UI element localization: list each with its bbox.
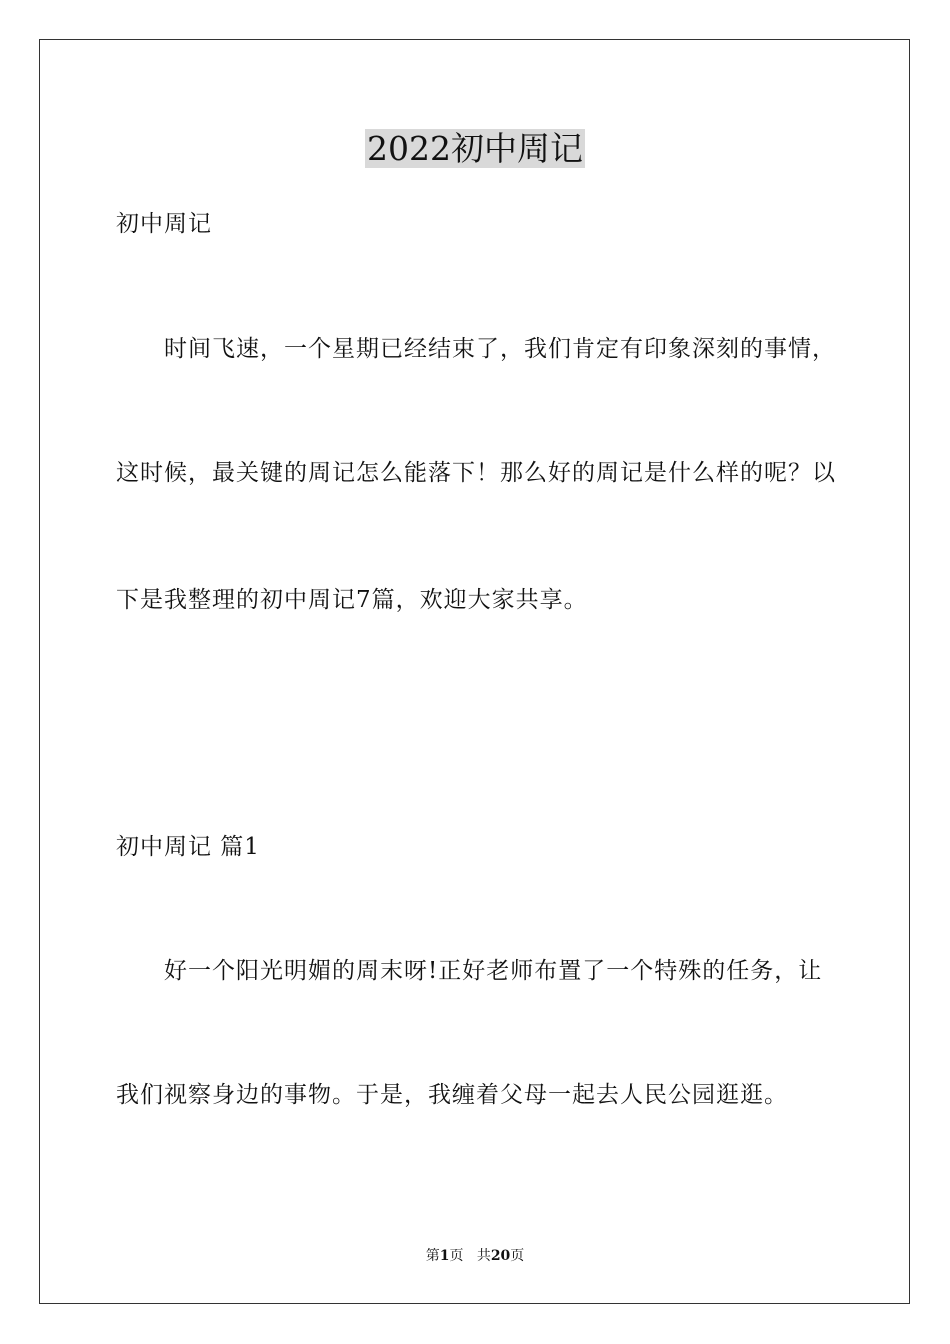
total-suffix: 页 <box>510 1248 525 1264</box>
page-suffix: 页 <box>449 1248 464 1264</box>
paragraph-line: 下是我整理的初中周记7篇，欢迎大家共享。 <box>116 587 588 613</box>
total-prefix: 共 <box>476 1248 491 1264</box>
paragraph-line: 好一个阳光明媚的周末呀!正好老师布置了一个特殊的任务，让 <box>164 958 823 984</box>
paragraph-line: 时间飞速，一个星期已经结束了，我们肯定有印象深刻的事情， <box>164 336 836 362</box>
paragraph-line: 这时候，最关键的周记怎么能落下！那么好的周记是什么样的呢？以 <box>116 460 836 486</box>
page-footer <box>0 1247 950 1265</box>
paragraph-line: 我们视察身边的事物。于是，我缠着父母一起去人民公园逛逛。 <box>116 1082 788 1108</box>
section-heading: 初中周记 篇1 <box>116 834 260 860</box>
page-current: 1 <box>439 1248 450 1264</box>
section-heading: 初中周记 <box>116 211 212 237</box>
page-total: 20 <box>490 1248 511 1264</box>
page-prefix: 第 <box>425 1248 440 1264</box>
document-title <box>0 128 950 170</box>
document-title-text: 2022初中周记 <box>367 129 583 168</box>
